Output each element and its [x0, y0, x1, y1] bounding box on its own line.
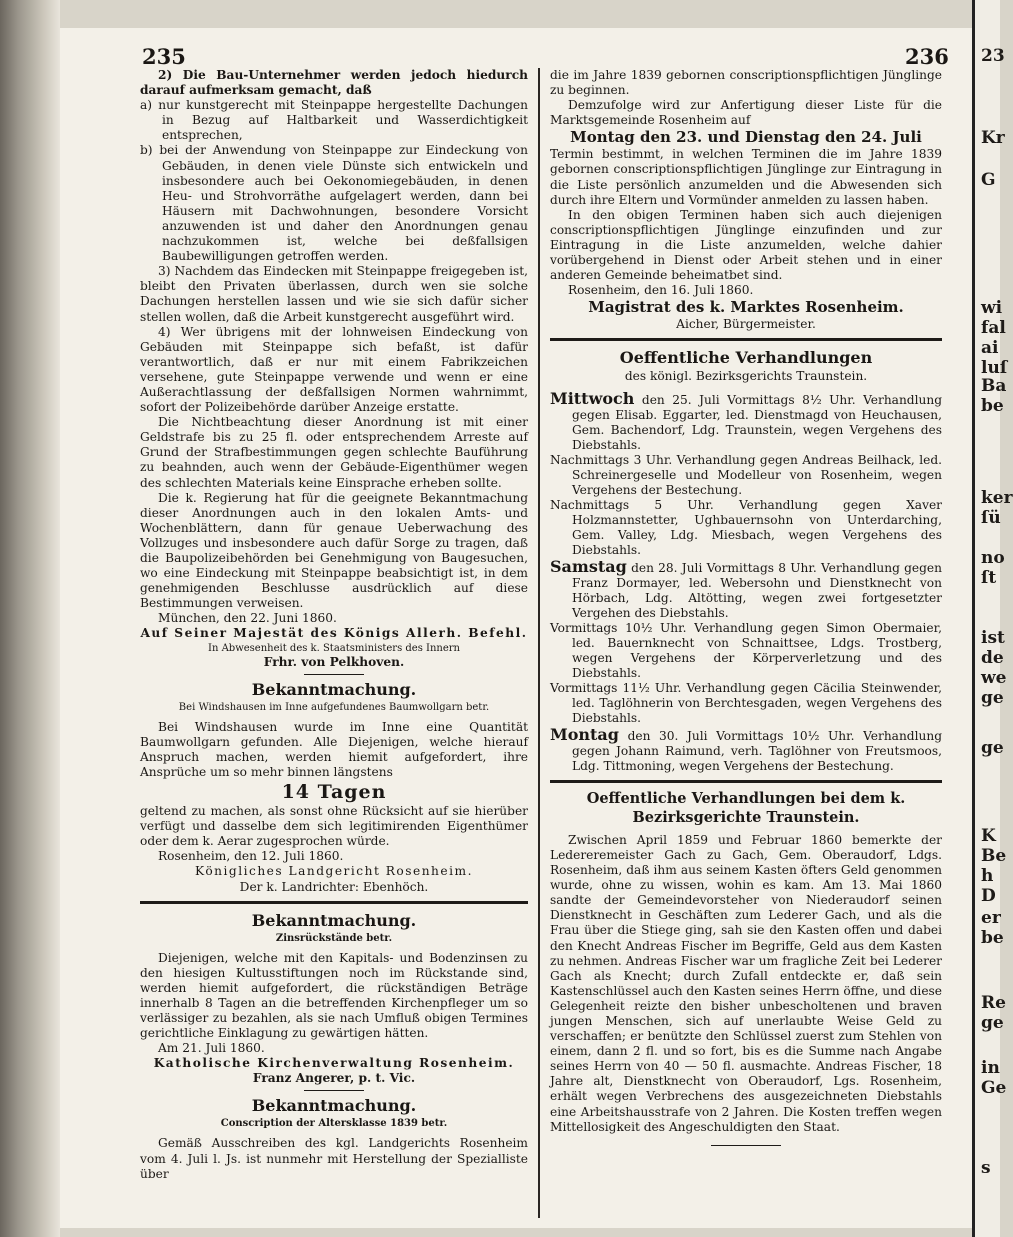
- edge-fragment: de: [981, 648, 1004, 668]
- edge-fragment: ge: [981, 738, 1004, 758]
- left-column: [140, 68, 528, 1182]
- edge-fragment: fal: [981, 318, 1006, 338]
- edge-fragment: Ba: [981, 376, 1007, 396]
- hearing-entry: Nachmittags 3 Uhr. Verhandlung gegen Andreas Beilhack, led. Schreinergeselle und Modelleur von Rosenheim, wegen Vergehens der Bestechung.: [550, 452, 942, 498]
- authority-note: In Abwesenheit des k. Staatsministers des Innern: [208, 642, 460, 654]
- edge-fragment: be: [981, 396, 1004, 416]
- edge-fragment: wi: [981, 298, 1003, 318]
- section-title: Bekanntmachung.: [251, 1096, 417, 1116]
- edge-fragment: ſü: [981, 508, 1001, 528]
- signature: Frhr. von Pelkhoven.: [263, 654, 405, 669]
- authority-line: Auf Seiner Majestät des Königs Allerh. Befehl.: [140, 626, 528, 641]
- date-highlight: Montag den 23. und Dienstag den 24. Juli: [570, 128, 922, 147]
- section-title: Oeffentliche Verhandlungen: [619, 348, 873, 368]
- edge-fragment: G: [981, 170, 996, 190]
- paragraph: die im Jahre 1839 gebornen conscriptionspflichtigen Jünglinge zu beginnen.: [550, 68, 942, 98]
- paragraph: In den obigen Terminen haben sich auch diejenigen conscriptionspflichtigen Jünglinge einzufinden und zur Eintragung in die Liste anzumelden, welche dahier vorübergehend in Dienst oder Arbeit stehen und in einer anderen Gemeinde beheimatbet sind.: [550, 207, 942, 283]
- section-title: Bekanntmachung.: [251, 910, 417, 930]
- edge-fragment: in: [981, 1058, 1000, 1078]
- page-number-right: 236: [905, 44, 949, 69]
- list-item: b) bei der Anwendung von Steinpappe zur Eindeckung von Gebäuden, in denen viele Dünste sich entwickeln und insbesondere auch bei Oekonomiegebäuden, in denen Heu- und Strohvorräthe aufgelagert werden, dann bei Häusern mit Dachwohnungen, besondere Vorsicht anzuwenden ist und daher den Anordnungen genau nachzukommen ist, welche bei deßfallsigen Baubewilligungen getroffen werden.: [140, 143, 528, 264]
- deadline: 14 Tagen: [281, 781, 387, 804]
- hearing-entry: Vormittags 10½ Uhr. Verhandlung gegen Simon Obermaier, led. Bauernknecht von Schnaittsee, Ldgs. Trostberg, wegen Vergehens der Körperverletzung und des Diebstahls.: [550, 620, 942, 681]
- signature: Aicher, Bürgermeister.: [676, 317, 816, 332]
- section-title: Bekanntmachung.: [251, 679, 417, 699]
- edge-fragment: ist: [981, 628, 1005, 648]
- paragraph: Die Nichtbeachtung dieser Anordnung ist mit einer Geldstrafe bis zu 25 fl. oder entsprechendem Arreste auf Grund der Strafbestimmungen gegen schlechte Bauführung zu beahnden, auch wenn der Gebäude-Eigenthümer wegen des schlechten Materials keine Einsprache erheben sollte.: [140, 415, 528, 490]
- section-subtitle: Conscription der Altersklasse 1839 betr.: [220, 1118, 448, 1130]
- edge-fragment: ge: [981, 1013, 1004, 1033]
- edge-fragment: h: [981, 866, 994, 886]
- section-rule: [550, 780, 942, 783]
- edge-fragment: Ge: [981, 1078, 1007, 1098]
- divider: [304, 1090, 364, 1091]
- section-subtitle: Zinsrückstände betr.: [275, 932, 393, 944]
- edge-fragment: Be: [981, 846, 1007, 866]
- paragraph: Gemäß Ausschreiben des kgl. Landgerichts Rosenheim vom 4. Juli l. Js. ist nunmehr mit Herstellung der Spezialliste über: [140, 1136, 528, 1181]
- date-line: Rosenheim, den 16. Juli 1860.: [568, 283, 754, 298]
- paragraph: Bei Windshausen wurde im Inne eine Quantität Baumwollgarn gefunden. Alle Diejenigen, welche hierauf Anspruch machen, werden hiemit aufgefordert, ihre Ansprüche um so mehr binnen längstens: [140, 719, 528, 779]
- paragraph: Termin bestimmt, in welchen Terminen die im Jahre 1839 gebornen conscriptionspflichtigen Jünglinge zur Eintragung in die Liste persönlich anzumelden und die Abwesenden sich durch ihre Eltern und Vormünder anmelden zu lassen haben.: [550, 147, 942, 207]
- list-item: a) nur kunstgerecht mit Steinpappe hergestellte Dachungen in Bezug auf Haltbarkeit und Wasserdichtigkeit entsprechen,: [140, 98, 528, 143]
- section-subtitle: Bei Windshausen im Inne aufgefundenes Baumwollgarn betr.: [178, 701, 490, 713]
- section-rule: [550, 338, 942, 341]
- weekday: Mittwoch: [550, 388, 635, 408]
- paragraph: Diejenigen, welche mit den Kapitals- und Bodenzinsen zu den hiesigen Kultusstiftungen noch im Rückstande sind, werden hiemit aufgefordert, die rückständigen Beträge innerhalb 8 Tagen an die betreffenden Kirchenpfleger um so verlässiger zu bezahlen, als sie nach Umfluß obigen Termines gerichtliche Einklagung zu gewärtigen hätten.: [140, 950, 528, 1041]
- edge-fragment: D: [981, 886, 996, 906]
- weekday: Montag: [550, 724, 619, 744]
- hearing-entry: Nachmittags 5 Uhr. Verhandlung gegen Xaver Holzmannstetter, Ughbauernsohn von Unterdarching, Gem. Valley, Ldg. Miesbach, wegen Vergehens des Diebstahls.: [550, 498, 942, 558]
- edge-fragment: be: [981, 928, 1004, 948]
- divider: [711, 1145, 781, 1146]
- edge-fragment: Re: [981, 993, 1006, 1013]
- column-divider: [538, 68, 540, 1218]
- hearing-entry: Montag den 30. Juli Vormittags 10½ Uhr. Verhandlung gegen Johann Raimund, verh. Taglöhner von Freutsmoos, Ldg. Tittmoning, wegen Vergehens der Bestechung.: [550, 724, 942, 773]
- edge-fragment: s: [981, 1158, 991, 1178]
- weekday: Samstag: [550, 556, 627, 576]
- paragraph: Zwischen April 1859 und Februar 1860 bemerkte der Ledereremeister Gach zu Gach, Gem. Oberaudorf, Ldgs. Rosenheim, daß ihm aus seinem Kasten öfters Geld genommen wurde, ohne zu wissen, wohin es kam. Am 13. Mai 1860 sandte der Gemeindevorsteher von Niederaudorf seinen Dienstknecht in Geschäften zum Lederer Gach, und als die Frau über die Stiege ging, sah sie den Kasten offen und dabei den Knecht Andreas Fischer im Begriffe, Geld aus dem Kasten zu nehmen. Andreas Fischer war um fragliche Zeit bei Lederer Gach als Knecht; durch Zufall entdeckte er, daß sein Kastenschlüssel auch den Kasten seines Herrn öffne, und diese Gelegenheit reizte den bisher unbescholtenen und braven jungen Menschen, sich auf unerlaubte Weise Geld zu verschaffen; er benützte den Schlüssel zuerst zum Stehlen von einem, dann 2 fl. und so fort, bis es die Summe nach Angabe seines Herrn von 40 — 50 fl. ausmachte. Andreas Fischer, 18 Jahre alt, Dienstknecht von Oberaudorf, Lgs. Rosenheim, erhält wegen Verbrechens des ausgezeichneten Diebstahls eine Arbeitshausstrafe von 2 Jahren. Die Kosten treffen wegen Mittellosigkeit des Angeschuldigten den Staat.: [550, 832, 942, 1134]
- paragraph: Demzufolge wird zur Anfertigung dieser Liste für die Marktsgemeinde Rosenheim auf: [550, 98, 942, 128]
- section-title: Oeffentliche Verhandlungen bei dem k. Bezirksgerichte Traunstein.: [586, 789, 906, 826]
- edge-fragment: luſ: [981, 358, 1008, 378]
- edge-fragment: er: [981, 908, 1001, 928]
- page-number-left: 235: [142, 44, 186, 69]
- date-line: Rosenheim, den 12. Juli 1860.: [158, 849, 344, 864]
- edge-fragment: ſt: [981, 568, 997, 588]
- paragraph: 3) Nachdem das Eindecken mit Steinpappe freigegeben ist, bleibt den Privaten überlassen, durch wen sie solche Dachungen herstellen lassen und wie sie sich dafür sicher stellen wollen, daß die Arbeit kunstgerecht ausgeführt wird.: [140, 264, 528, 324]
- paragraph: 4) Wer übrigens mit der lohnweisen Eindeckung von Gebäuden mit Steinpappe sich befaßt, ist dafür verantwortlich, daß er nur mit einem Fabrikzeichen versehene, gute Steinpappe verwende und wenn er eine Außerachtlassung der deßfallsigen Normen wahrnimmt, sofort der Polizeibehörde darüber Anzeige erstatte.: [140, 324, 528, 415]
- edge-fragment: ker: [981, 488, 1013, 508]
- date-line: München, den 22. Juni 1860.: [158, 611, 337, 626]
- next-page-edge: [972, 0, 1013, 1237]
- edge-fragment: no: [981, 548, 1005, 568]
- edge-fragment: Kr: [981, 128, 1005, 148]
- edge-page-number: 23: [981, 46, 1005, 66]
- edge-fragment: we: [981, 668, 1007, 688]
- authority-line: Magistrat des k. Marktes Rosenheim.: [588, 298, 904, 317]
- date-line: Am 21. Juli 1860.: [158, 1041, 265, 1056]
- right-column: [550, 68, 942, 1150]
- edge-fragment: K: [981, 826, 996, 846]
- hearing-entry: Mittwoch den 25. Juli Vormittags 8½ Uhr. Verhandlung gegen Elisab. Eggarter, led. Dienstmagd von Heuchausen, Gem. Bachendorf, Ldg. Traunstein, wegen Vergehens des Diebstahls.: [550, 388, 942, 452]
- authority-line: Königliches Landgericht Rosenheim.: [195, 864, 473, 879]
- signature: Franz Angerer, p. t. Vic.: [252, 1071, 416, 1086]
- divider: [304, 674, 364, 675]
- authority-line: Katholische Kirchenverwaltung Rosenheim.: [153, 1056, 515, 1071]
- edge-fragment: ai: [981, 338, 999, 358]
- paragraph: geltend zu machen, als sonst ohne Rücksicht auf sie hierüber verfügt und dasselbe dem sich legitimirenden Eigenthümer oder dem k. Aerar zugesprochen würde.: [140, 804, 528, 849]
- book-binding: [0, 0, 60, 1237]
- section-rule: [140, 901, 528, 904]
- paragraph: Die k. Regierung hat für die geeignete Bekanntmachung dieser Anordnungen auch in den lokalen Amts- und Wochenblättern, dann für genaue Ueberwachung des Vollzuges und insbesondere auch dafür Sorge zu tragen, daß die Baupolizeibehörden bei Genehmigung von Baugesuchen, wo eine Eindeckung mit Steinpappe beabsichtigt ist, in dem genehmigenden Beschlusse ausdrücklich auf diese Bestimmungen verweisen.: [140, 490, 528, 611]
- hearing-entry: Vormittags 11½ Uhr. Verhandlung gegen Cäcilia Steinwender, led. Taglöhnerin von Berchtesgaden, wegen Vergehens des Diebstahls.: [550, 681, 942, 726]
- paragraph: 2) Die Bau-Unternehmer werden jedoch hiedurch darauf aufmerksam gemacht, daß: [140, 68, 528, 98]
- signature: Der k. Landrichter: Ebenhöch.: [239, 879, 429, 894]
- edge-fragment: ge: [981, 688, 1004, 708]
- section-subtitle: des königl. Bezirksgerichts Traunstein.: [624, 369, 868, 384]
- hearing-entry: Samstag den 28. Juli Vormittags 8 Uhr. Verhandlung gegen Franz Dormayer, led. Webersohn und Dienstknecht von Hörbach, Ldg. Altötting, wegen zwei fortgesetzter Vergehen des Diebstahls.: [550, 556, 942, 620]
